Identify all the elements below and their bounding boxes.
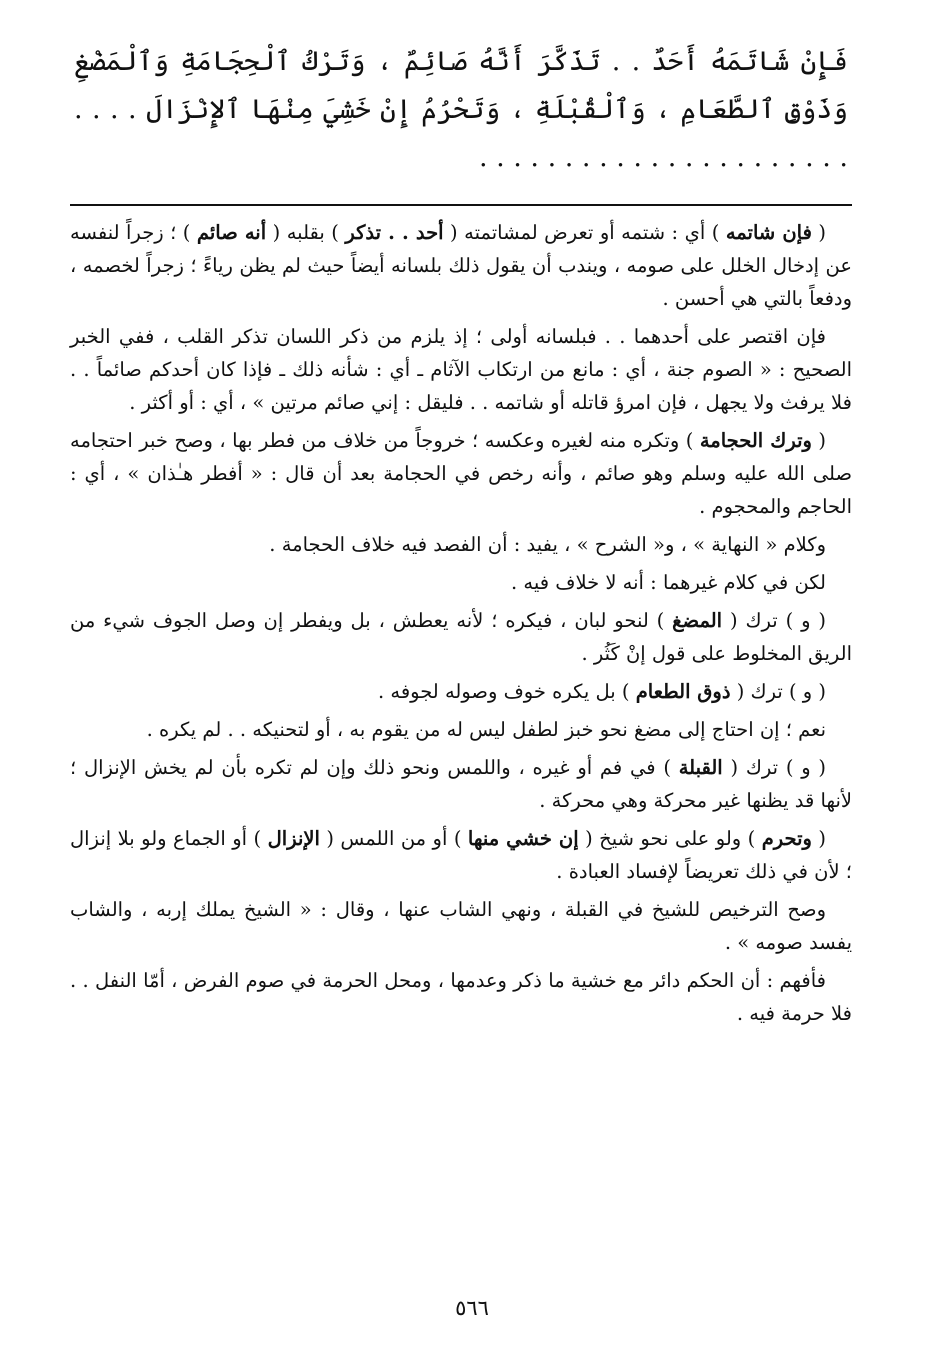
- text-run: ( و ) ترك (: [722, 609, 826, 632]
- page-body: [70, 38, 852, 1035]
- text-run: (: [811, 827, 827, 850]
- text-run: ) في فم أو غيره ، واللمس ونحو ذلك وإن لم تكره بأن لم يخش الإنزال ؛ لأنها قد يظنها غير محركة وهي محركة .: [70, 756, 852, 812]
- main-text: فَإِنْ شَاتَمَهُ أَحَدٌ . . تَذَكَّرَ أَنَّهُ صَائِمٌ ، وَتَرْكُ ٱلْحِجَامَةِ وَٱلْمَضْغِ وَذَوْقِ ٱلطَّعَامِ ، وَٱلْقُبْلَةِ ، وَتَحْرُمُ إِنْ خَشِيَ مِنْهَا ٱلإِنْزَالَ . . . . . . . . . . . . . . . . . . . . . . . . . .: [74, 46, 848, 173]
- text-run: لكن في كلام غيرهما : أنه لا خلاف فيه .: [511, 571, 826, 594]
- bold-quote: الإنزال: [267, 827, 320, 850]
- text-run: فأفهم : أن الحكم دائر مع خشية ما ذكر وعدمها ، ومحل الحرمة في صوم الفرض ، أمّا النفل . . فلا حرمة فيه .: [70, 969, 852, 1025]
- text-run: ) لنحو لبان ، فيكره ؛ لأنه يعطش ، بل ويفطر إن وصل الجوف شيء من الريق المخلوط على قول إنْ كَثُر .: [70, 609, 852, 665]
- text-run: فإن اقتصر على أحدهما . . فبلسانه أولى ؛ إذ يلزم من ذكر اللسان تذكر القلب ، ففي الخبر الصحيح : « الصوم جنة ، أي : مانع من ارتكاب الآثام ـ أي : شأنه ذلك ـ فإذا كان أحدكم صائماً . . فلا يرفث ولا يجهل ، فإن امرؤ قاتله أو شاتمه . . فليقل : إني صائم مرتين » ، أي : أو أكثر .: [70, 325, 852, 414]
- separator-line: [70, 204, 852, 206]
- commentary-paragraph: [70, 751, 852, 817]
- bold-quote: إن خشي منها: [467, 827, 579, 850]
- text-run: ( و ) ترك (: [730, 680, 826, 703]
- commentary-paragraph: [70, 713, 852, 746]
- text-run: (: [811, 221, 827, 244]
- text-run: ) أو من اللمس (: [319, 827, 468, 850]
- text-run: ( و ) ترك (: [722, 756, 826, 779]
- text-run: (: [811, 429, 827, 452]
- bold-quote: المضغ: [672, 609, 723, 632]
- commentary-paragraph: [70, 528, 852, 561]
- commentary-paragraph: [70, 893, 852, 959]
- commentary: [70, 216, 852, 1030]
- text-run: ) أي : شتمه أو تعرض لمشاتمته (: [443, 221, 726, 244]
- text-run: ) وتكره منه لغيره وعكسه ؛ خروجاً من خلاف من فطر بها ، وصح خبر احتجامه صلى الله عليه وسلم وهو صائم ، وأنه رخص في الحجامة بعد أن قال : « أفطر هـٰذان » ، أي : الحاجم والمحجوم .: [70, 429, 852, 518]
- text-run: وكلام « النهاية » ، و« الشرح » ، يفيد : أن الفصد فيه خلاف الحجامة .: [269, 533, 826, 556]
- text-run: ) بقلبه (: [266, 221, 346, 244]
- commentary-paragraph: [70, 604, 852, 670]
- commentary-paragraph: [70, 216, 852, 315]
- bold-quote: القبلة: [678, 756, 723, 779]
- text-run: ) بل يكره خوف وصوله لجوفه .: [377, 680, 636, 703]
- bold-quote: فإن شاتمه: [725, 221, 812, 244]
- commentary-paragraph: [70, 320, 852, 419]
- text-run: ) ؛ زجراً لنفسه عن إدخال الخلل على صومه ، ويندب أن يقول ذلك بلسانه أيضاً حيث لم يظن رياءً ؛ زجراً لخصمه ، ودفعاً بالتي هي أحسن .: [70, 221, 852, 310]
- text-run: نعم ؛ إن احتاج إلى مضغ نحو خبز لطفل ليس له من يقوم به ، أو لتحنيكه . . لم يكره .: [146, 718, 826, 741]
- text-run: وصح الترخيص للشيخ في القبلة ، ونهي الشاب عنها ، وقال : « الشيخ يملك إربه ، والشاب يفسد صومه » .: [70, 898, 852, 954]
- bold-quote: ذوق الطعام: [635, 680, 731, 703]
- commentary-paragraph: [70, 675, 852, 708]
- bold-quote: وتحرم: [761, 827, 812, 850]
- page-number: ٥٦٦: [455, 1296, 489, 1320]
- bold-quote: أنه صائم: [196, 221, 267, 244]
- commentary-paragraph: [70, 822, 852, 888]
- bold-quote: أحد . . تذكر: [345, 221, 444, 244]
- commentary-paragraph: [70, 566, 852, 599]
- commentary-paragraph: [70, 964, 852, 1030]
- commentary-paragraph: [70, 424, 852, 523]
- bold-quote: وترك الحجامة: [699, 429, 812, 452]
- text-run: ) أو الجماع ولو بلا إنزال ؛ لأن في ذلك تعريضاً لإفساد العبادة .: [70, 827, 852, 883]
- text-run: ) ولو على نحو شيخ (: [578, 827, 762, 850]
